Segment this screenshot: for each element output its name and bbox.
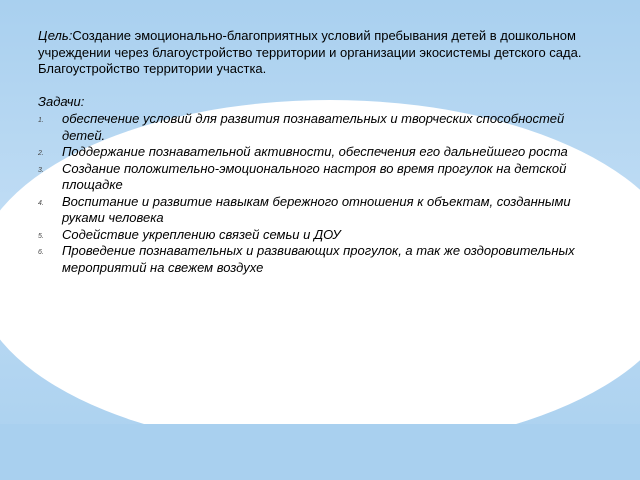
task-item [38,194,583,227]
slide-content [38,28,583,276]
goal-text: Создание эмоционально-благоприятных условий пребывания детей в дошкольном учреждении через благоустройство территории и организации экосистемы детского сада. Благоустройство территории участка. [38,28,582,76]
task-text: Создание положительно-эмоционального настроя во время прогулок на детской площадке [62,160,567,192]
task-item [38,227,583,244]
bottom-sky-band [0,424,640,480]
task-number: 2. [38,150,44,157]
task-item [38,243,583,276]
task-text: Поддержание познавательной активности, обеспечения его дальнейшего роста [62,144,568,159]
task-number: 4. [38,199,44,207]
goal-paragraph [38,28,583,78]
task-text: Воспитание и развитие навыкам бережного отношения к объектам, созданными руками человека [62,193,571,225]
task-number: 1. [38,117,44,124]
task-text: Содействие укреплению связей семьи и ДОУ [62,226,341,242]
task-item [38,144,583,161]
task-text: Проведение познавательных и развивающих прогулок, а так же оздоровительных мероприятий на свежем воздухе [62,243,575,275]
task-number: 6. [38,249,44,256]
goal-label: Цель: [38,28,73,43]
tasks-title: Задачи: [38,93,85,109]
task-text: обеспечение условий для развития познавательных и творческих способностей детей. [62,111,565,143]
tasks-list [38,111,583,276]
task-item [38,161,583,194]
task-number: 5. [38,232,44,240]
task-item [38,111,583,144]
task-number: 3. [38,166,44,174]
